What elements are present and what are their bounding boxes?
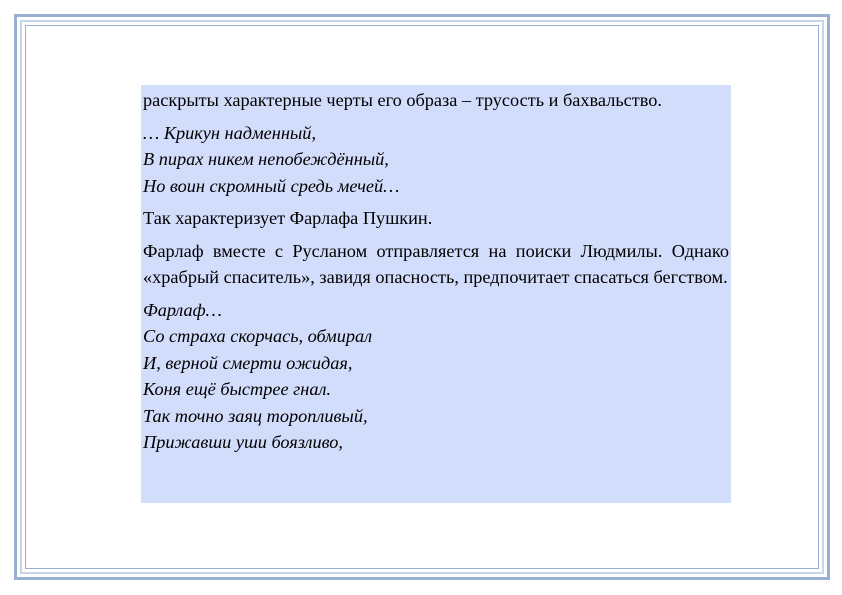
verse-line: Прижавши уши боязливо, xyxy=(143,432,344,452)
paragraph-journey: Фарлаф вместе с Русланом отправляется на поиски Людмилы. Однако «храбрый спаситель», завидя опасность, предпочитает спасаться бегством. xyxy=(143,240,729,287)
verse-line: Но воин скромный средь мечей… xyxy=(143,175,400,196)
verse-line: И, верной смерти ожидая, xyxy=(143,352,353,373)
verse-block-1 xyxy=(143,120,729,200)
paragraph-intro: раскрыты характерные черты его образа – трусость и бахвальство. xyxy=(143,90,662,110)
verse-block-2 xyxy=(143,297,729,456)
verse-line: Со страха скорчась, обмирал xyxy=(143,326,373,346)
verse-line: … Крикун надменный, xyxy=(143,122,317,143)
paragraph-characterization: Так характеризует Фарлафа Пушкин. xyxy=(143,208,433,228)
verse-line: Так точно заяц торопливый, xyxy=(143,405,368,426)
verse-line: Коня ещё быстрее гнал. xyxy=(143,379,332,399)
text-box xyxy=(141,85,731,503)
verse-line: Фарлаф… xyxy=(143,299,222,320)
verse-line: В пирах никем непобеждённый, xyxy=(143,149,389,169)
